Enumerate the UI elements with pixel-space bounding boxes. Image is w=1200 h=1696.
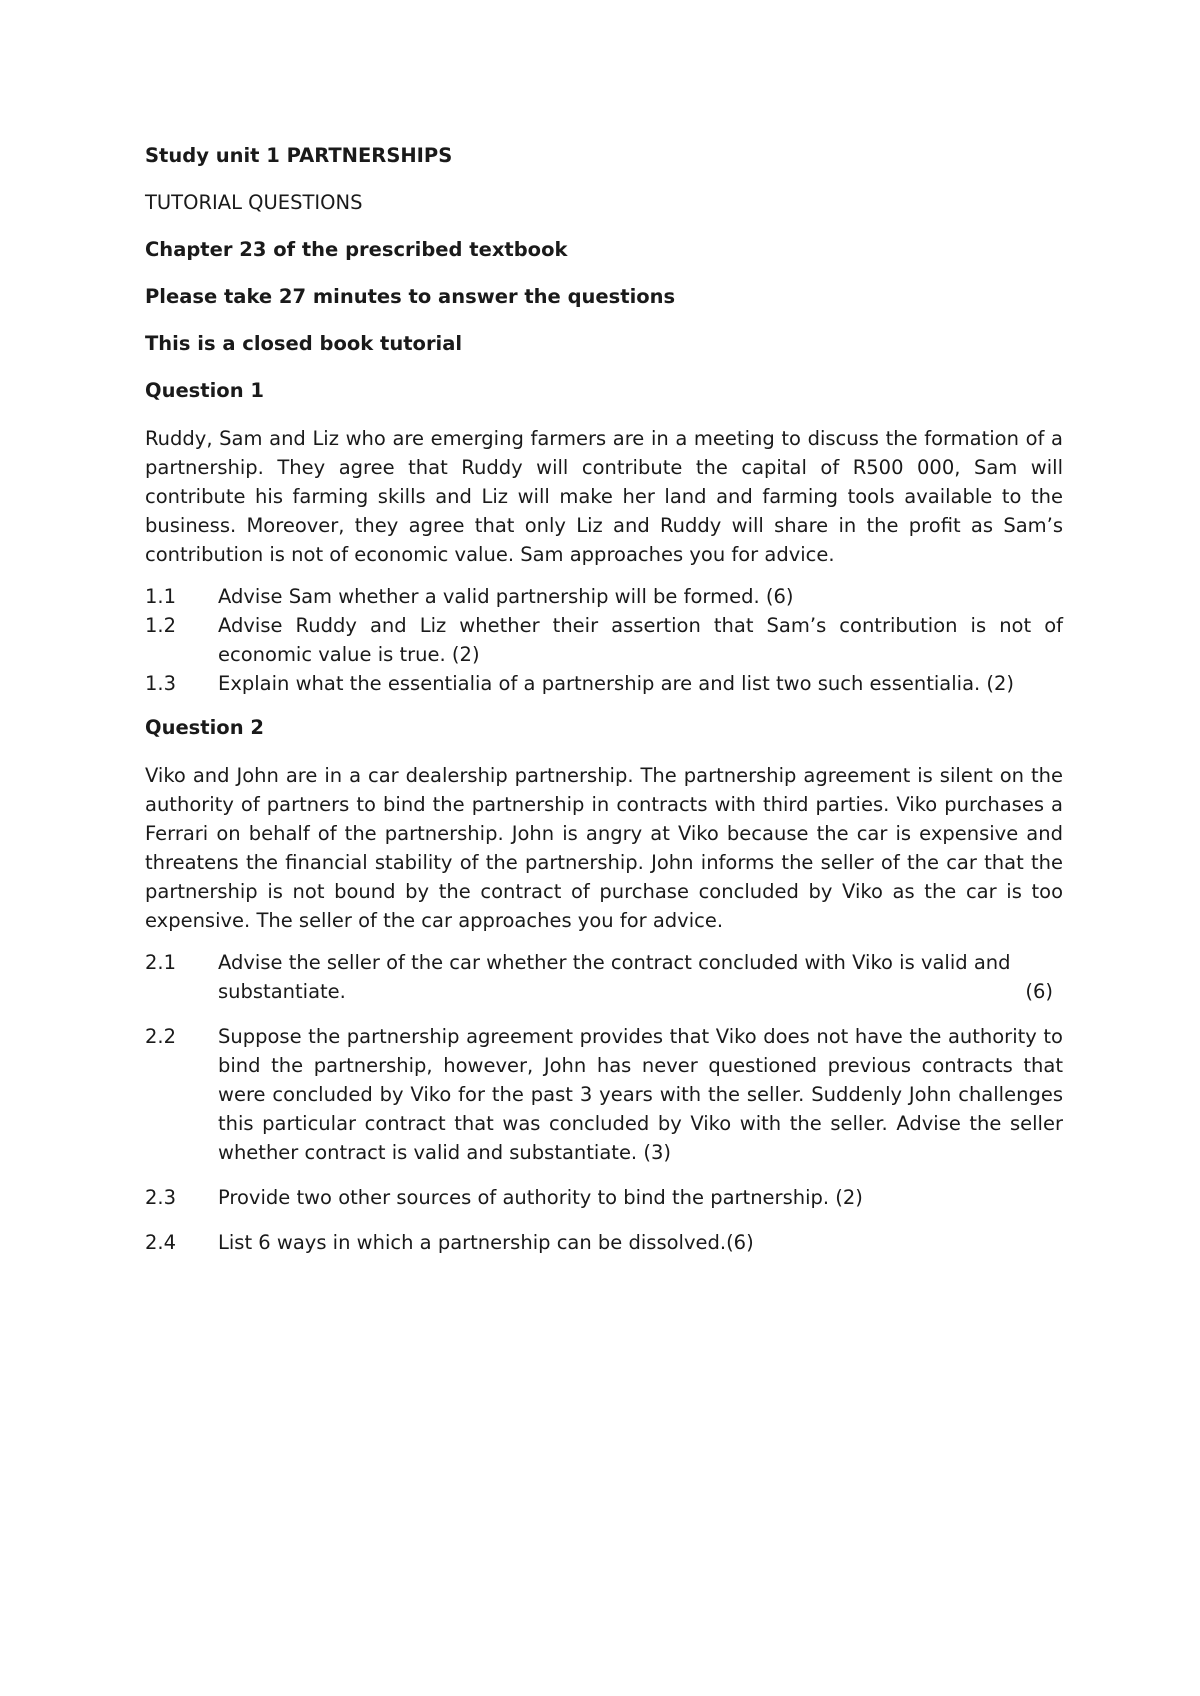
question-item: [145, 948, 1063, 1006]
closed-book-note: This is a closed book tutorial: [145, 332, 463, 355]
question-text-tail: substantiate.: [218, 980, 346, 1003]
question-1-items: [145, 582, 1063, 698]
question-number: 1.2: [145, 614, 177, 637]
question-item: [145, 1183, 1063, 1212]
question-item: [145, 582, 1063, 611]
question-text: Advise Ruddy and Liz whether their assertion that Sam’s contribution is not of economic value is true. (2): [218, 614, 1063, 666]
question-mark: (6): [1025, 980, 1053, 1003]
question-text-line: [218, 977, 1063, 1006]
study-unit-title: Study unit 1 PARTNERSHIPS: [145, 144, 453, 167]
question-1-scenario: Ruddy, Sam and Liz who are emerging farmers are in a meeting to discuss the formation of a partnership. They agree that Ruddy will contribute the capital of R500 000, Sam will contribute his farming skills and Liz will make her land and farming tools available to the business. Moreover, they agree that only Liz and Ruddy will share in the profit as Sam’s contribution is not of economic value. Sam approaches you for advice.: [145, 427, 1063, 566]
question-item: [145, 1022, 1063, 1167]
question-number: 2.3: [145, 1186, 177, 1209]
question-text-line: Advise the seller of the car whether the contract concluded with Viko is valid and: [218, 951, 1011, 974]
question-number: 2.2: [145, 1025, 177, 1048]
question-text: Explain what the essentialia of a partnership are and list two such essentialia. (2): [218, 672, 1015, 695]
question-text: Advise Sam whether a valid partnership will be formed. (6): [218, 585, 794, 608]
question-2-items: [145, 948, 1063, 1257]
time-instruction: Please take 27 minutes to answer the questions: [145, 285, 676, 308]
question-2-scenario: Viko and John are in a car dealership partnership. The partnership agreement is silent on the authority of partners to bind the partnership in contracts with third parties. Viko purchases a Ferrari on behalf of the partnership. John is angry at Viko because the car is expensive and threatens the financial stability of the partnership. John informs the seller of the car that the partnership is not bound by the contract of purchase concluded by Viko as the car is too expensive. The seller of the car approaches you for advice.: [145, 764, 1063, 932]
question-item: [145, 611, 1063, 669]
question-text: Provide two other sources of authority to bind the partnership. (2): [218, 1186, 863, 1209]
document-page: [145, 142, 1063, 1273]
question-number: 2.1: [145, 951, 177, 974]
question-number: 1.1: [145, 585, 177, 608]
chapter-reference: Chapter 23 of the prescribed textbook: [145, 238, 568, 261]
question-text: List 6 ways in which a partnership can be dissolved.(6): [218, 1231, 754, 1254]
question-item: [145, 669, 1063, 698]
question-2-title: Question 2: [145, 716, 264, 739]
question-text: Suppose the partnership agreement provides that Viko does not have the authority to bind the partnership, however, John has never questioned previous contracts that were concluded by Viko for the past 3 years with the seller. Suddenly John challenges this particular contract that was concluded by Viko with the seller. Advise the seller whether contract is valid and substantiate. (3): [218, 1025, 1063, 1164]
tutorial-questions-heading: TUTORIAL QUESTIONS: [145, 191, 363, 214]
question-text: [218, 948, 1063, 1006]
question-number: 2.4: [145, 1231, 177, 1254]
question-number: 1.3: [145, 672, 177, 695]
question-1-title: Question 1: [145, 379, 264, 402]
question-item: [145, 1228, 1063, 1257]
